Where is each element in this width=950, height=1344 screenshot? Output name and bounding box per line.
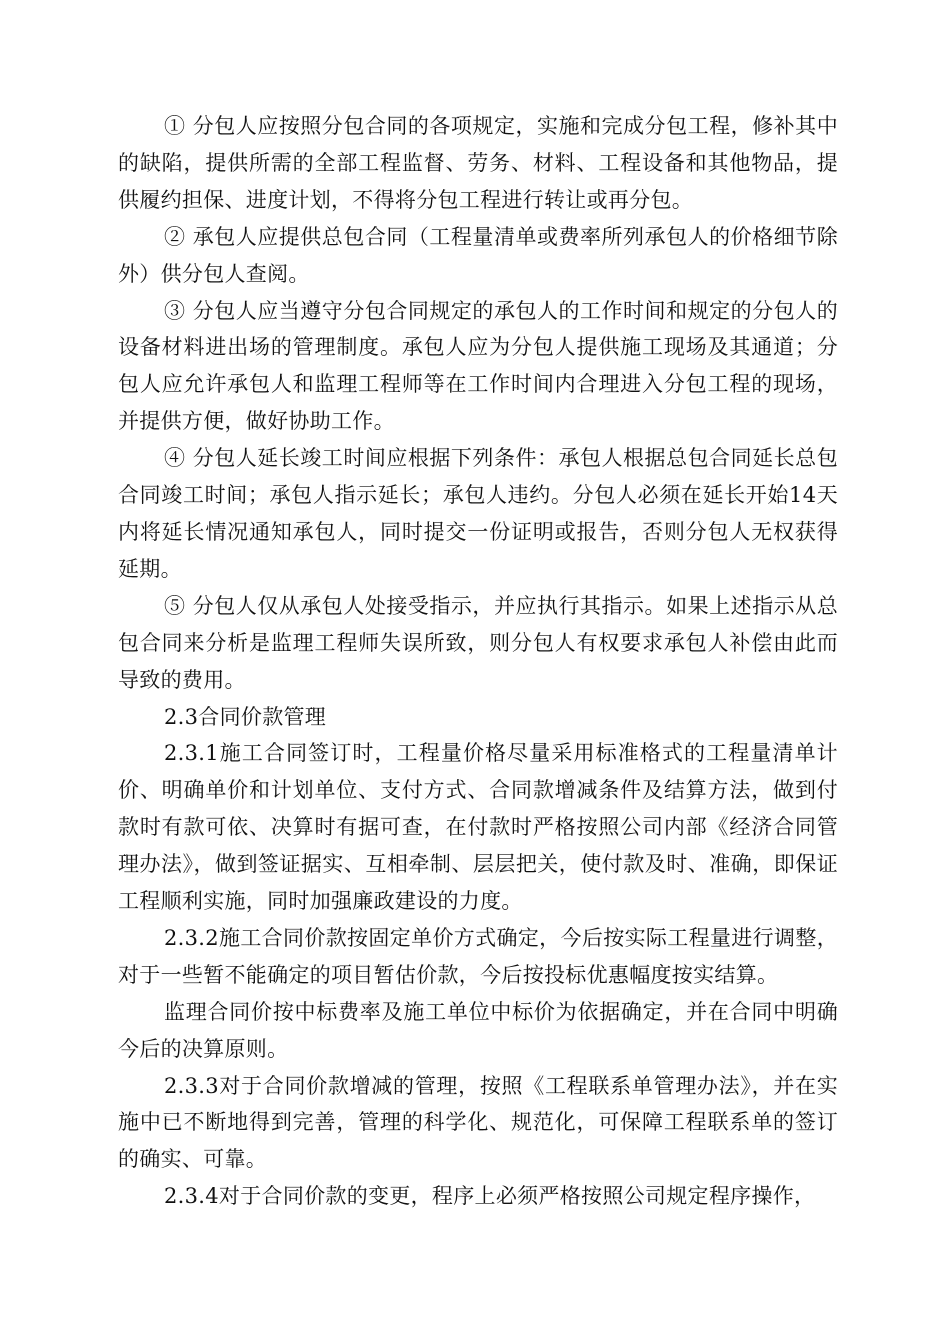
paragraph-2-3-3: 2.3.3对于合同价款增减的管理，按照《工程联系单管理办法》，并在实施中已不断地得到完善，管理的科学化、规范化，可保障工程联系单的签订的确实、可靠。 (118, 1073, 838, 1172)
paragraph-2-3-1: 2.3.1施工合同签订时，工程量价格尽量采用标准格式的工程量清单计价、明确单价和计划单位、支付方式、合同款增减条件及结算方法，做到付款时有款可依、决算时有据可查，在付款时严格按照公司内部《经济合同管理办法》，做到签证据实、互相牵制、层层把关，使付款及时、准确，即保证工程顺利实施，同时加强廉政建设的力度。 (118, 741, 838, 914)
paragraph-2-3-4: 2.3.4对于合同价款的变更，程序上必须严格按照公司规定程序操作， (164, 1184, 816, 1209)
section-heading-price-management: 2.3合同价款管理 (164, 704, 327, 729)
paragraph-contractor-provide-contract: ② 承包人应提供总包合同（工程量清单或费率所列承包人的价格细节除外）供分包人查阅。 (118, 224, 838, 286)
paragraph-2-3-2: 2.3.2施工合同价款按固定单价方式确定，今后按实际工程量进行调整，对于一些暂不能确定的项目暂估价款，今后按投标优惠幅度按实结算。 (118, 925, 838, 987)
paragraph-working-hours: ③ 分包人应当遵守分包合同规定的承包人的工作时间和规定的分包人的设备材料进出场的管理制度。承包人应为分包人提供施工现场及其通道；分包人应允许承包人和监理工程师等在工作时间内合理进入分包工程的现场，并提供方便，做好协助工作。 (118, 298, 838, 434)
document-body (118, 108, 838, 1215)
paragraph-supervision-price: 监理合同价按中标费率及施工单位中标价为依据确定，并在合同中明确今后的决算原则。 (118, 999, 838, 1061)
paragraph-subcontractor-duties: ① 分包人应按照分包合同的各项规定，实施和完成分包工程，修补其中的缺陷，提供所需的全部工程监督、劳务、材料、工程设备和其他物品，提供履约担保、进度计划，不得将分包工程进行转让或再分包。 (118, 114, 838, 212)
paragraph-instructions: ⑤ 分包人仅从承包人处接受指示，并应执行其指示。如果上述指示从总包合同来分析是监理工程师失误所致，则分包人有权要求承包人补偿由此而导致的费用。 (118, 593, 838, 692)
paragraph-extension-of-time: ④ 分包人延长竣工时间应根据下列条件：承包人根据总包合同延长总包合同竣工时间；承包人指示延长；承包人违约。分包人必须在延长开始14天内将延长情况通知承包人，同时提交一份证明或报告，否则分包人无权获得延期。 (118, 446, 838, 581)
